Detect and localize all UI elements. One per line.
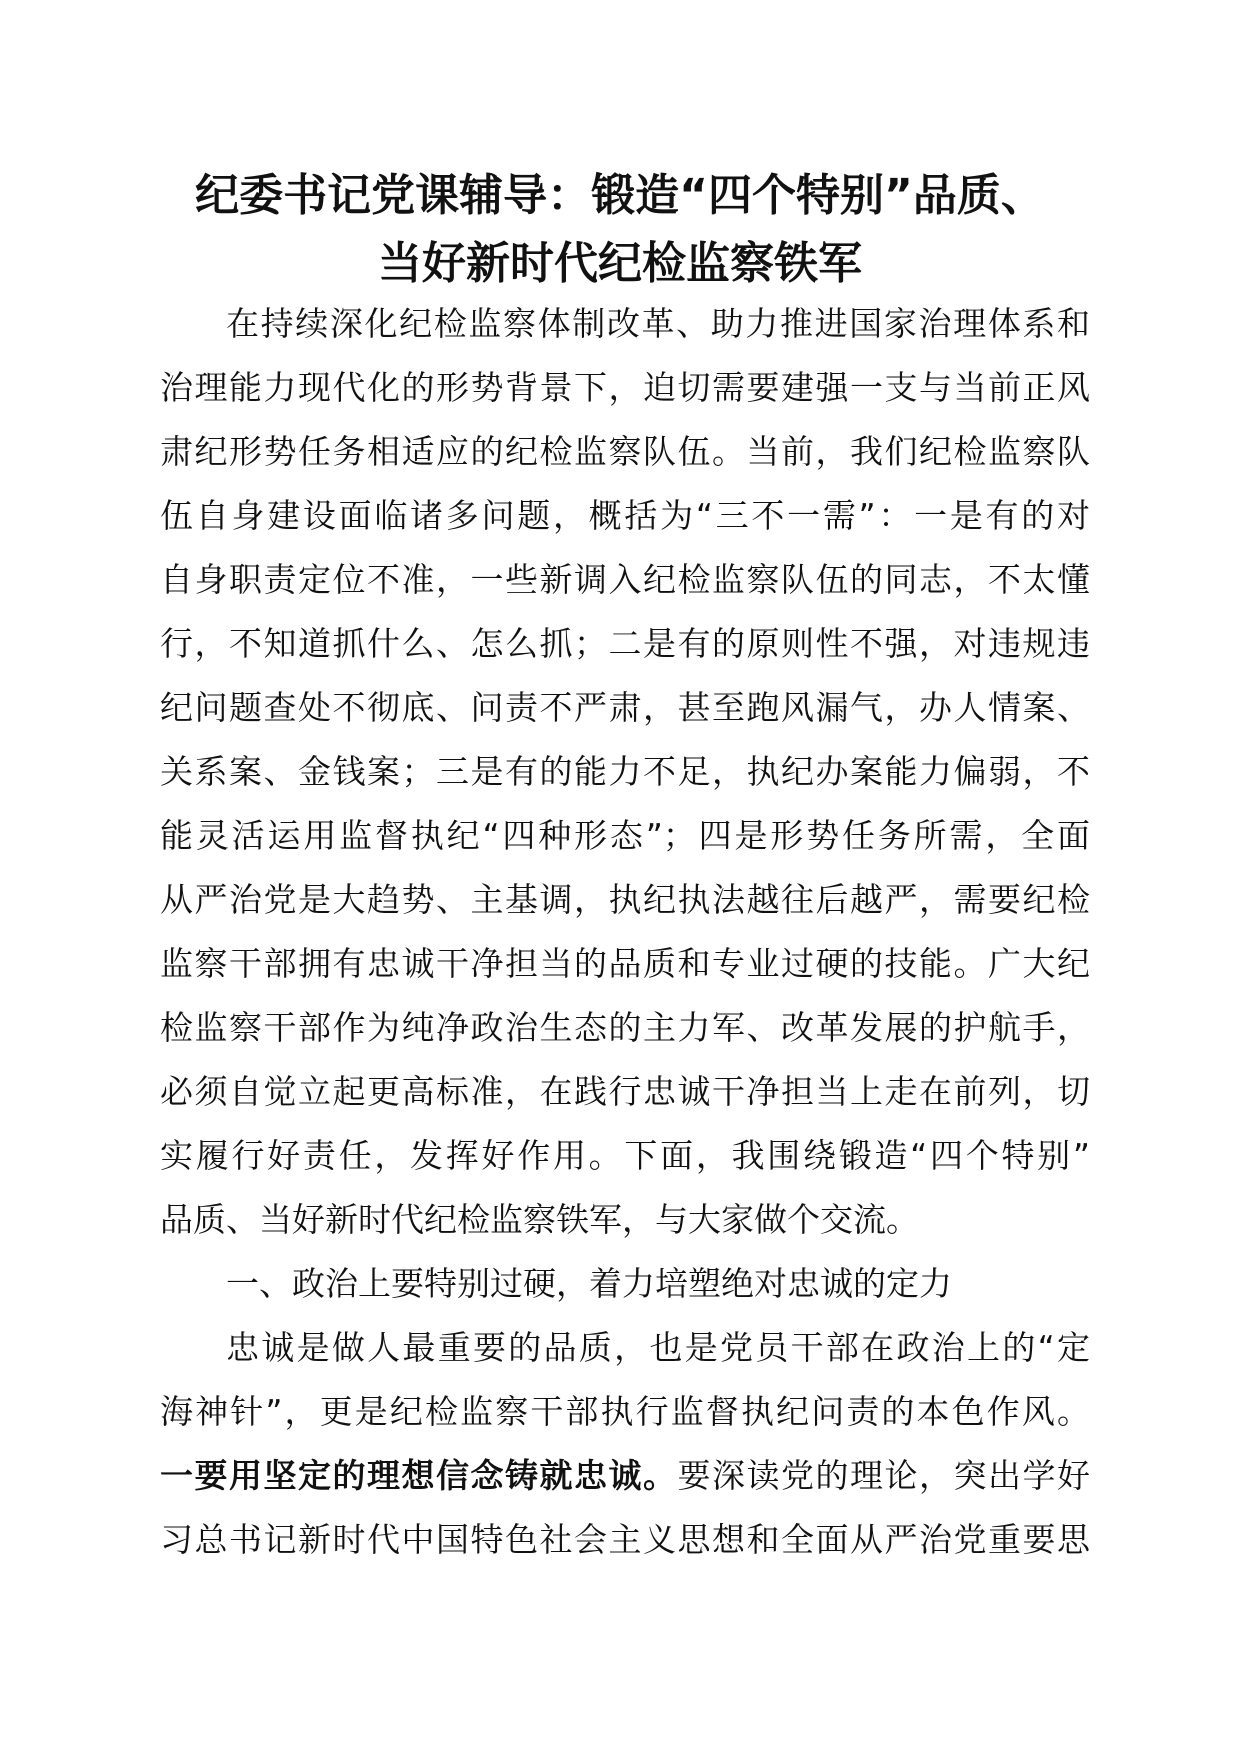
paragraph-line: 必须自觉立起更高标准，在践行忠诚干净担当上走在前列，切 (160, 1072, 1090, 1111)
bold-lead-sentence: 一要用坚定的理想信念铸就忠诚。 (160, 1456, 678, 1495)
paragraph-line: 在持续深化纪检监察体制改革、助力推进国家治理体系和 (226, 304, 1090, 343)
section-heading: 一、政治上要特别过硬，着力培塑绝对忠诚的定力 (226, 1264, 952, 1303)
paragraph-line: 能灵活运用监督执纪“四种形态”；四是形势任务所需，全面 (160, 816, 1090, 855)
paragraph-line: 习总书记新时代中国特色社会主义思想和全面从严治党重要思 (160, 1520, 1090, 1559)
paragraph-line: 肃纪形势任务相适应的纪检监察队伍。当前，我们纪检监察队 (160, 432, 1090, 471)
paragraph-line-with-bold-lead (160, 1444, 1090, 1508)
document-title-line-1: 纪委书记党课辅导：锻造“四个特别”品质、 (195, 170, 1045, 221)
paragraph-line: 监察干部拥有忠诚干净担当的品质和专业过硬的技能。广大纪 (160, 944, 1090, 983)
paragraph-line: 伍自身建设面临诸多问题，概括为“三不一需”：一是有的对 (160, 496, 1090, 535)
document-title-line-2: 当好新时代纪检监察铁军 (378, 238, 862, 289)
paragraph-line: 检监察干部作为纯净政治生态的主力军、改革发展的护航手， (160, 1008, 1090, 1047)
paragraph-line: 纪问题查处不彻底、问责不严肃，甚至跑风漏气，办人情案、 (160, 688, 1090, 727)
paragraph-line: 行，不知道抓什么、怎么抓；二是有的原则性不强，对违规违 (160, 624, 1090, 663)
paragraph-line: 实履行好责任，发挥好作用。下面，我围绕锻造“四个特别” (160, 1136, 1090, 1175)
paragraph-line: 治理能力现代化的形势背景下，迫切需要建强一支与当前正风 (160, 368, 1090, 407)
paragraph-line: 忠诚是做人最重要的品质，也是党员干部在政治上的“定 (226, 1328, 1090, 1367)
paragraph-line: 自身职责定位不准，一些新调入纪检监察队伍的同志，不太懂 (160, 560, 1090, 599)
paragraph-line: 关系案、金钱案；三是有的能力不足，执纪办案能力偏弱，不 (160, 752, 1090, 791)
paragraph-text: 要深读党的理论，突出学好 (677, 1456, 1090, 1495)
document-body (160, 292, 1090, 1572)
paragraph-line: 品质、当好新时代纪检监察铁军，与大家做个交流。 (160, 1200, 919, 1239)
paragraph-line: 从严治党是大趋势、主基调，执纪执法越往后越严，需要纪检 (160, 880, 1090, 919)
paragraph-line: 海神针”，更是纪检监察干部执行监督执纪问责的本色作风。 (160, 1392, 1090, 1431)
